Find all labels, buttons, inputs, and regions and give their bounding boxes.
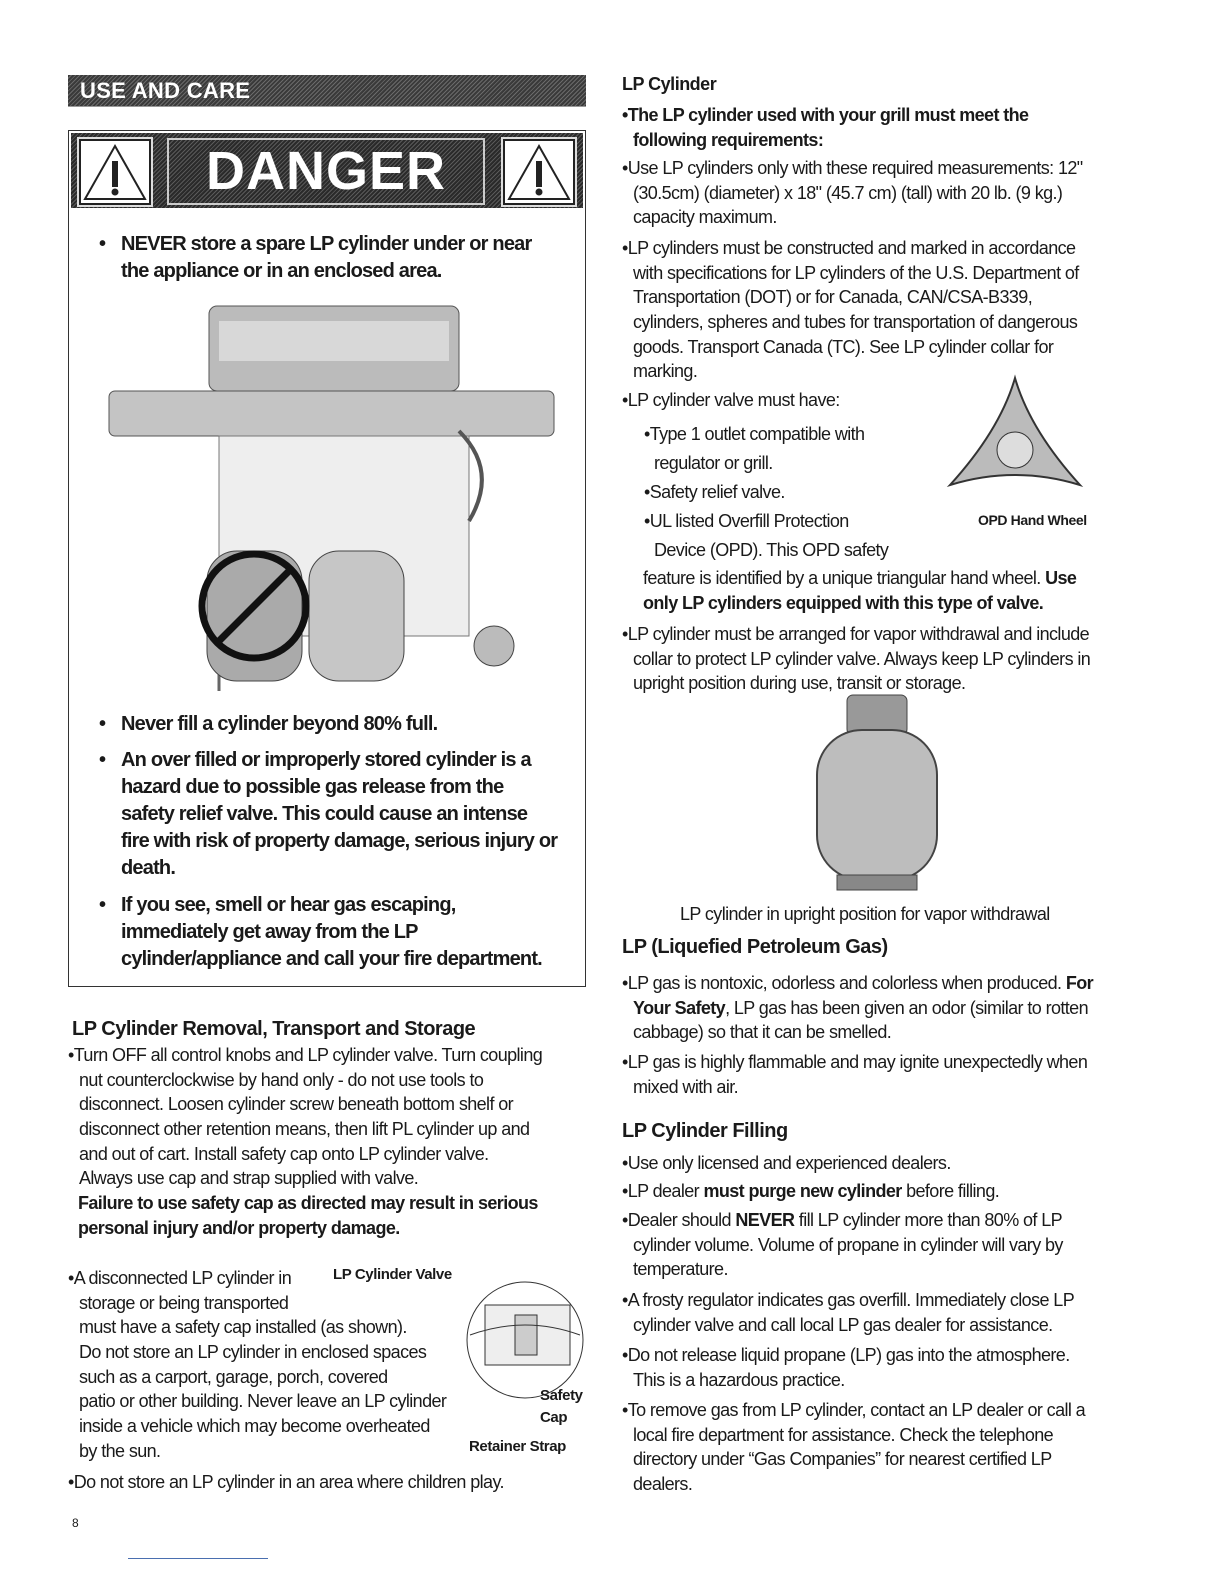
filling-purge [622, 1179, 999, 1204]
text: only LP cylinders equipped with this type of valve. [643, 592, 1044, 613]
text-line: such as a carport, garage, porch, covered [79, 1366, 388, 1387]
text-line: upright position during use, transit or storage. [633, 673, 966, 694]
text-line: goods. Transport Canada (TC). See LP cylinder collar for [633, 336, 1054, 357]
text-line: hazard due to possible gas release from the [121, 776, 504, 798]
cylinder-caption: LP cylinder in upright position for vapor withdrawal [680, 904, 1050, 924]
text-line: directory under “Gas Companies” for nearest certified LP [633, 1449, 1052, 1470]
req-size [622, 156, 1083, 230]
section-header [68, 75, 586, 107]
text-line: NEVER store a spare LP cylinder under or near [121, 233, 532, 255]
bullet: • [99, 713, 106, 735]
text-line: •To remove gas from LP cylinder, contact an LP dealer or call a [622, 1400, 1086, 1420]
bullet: • [99, 894, 106, 916]
text-line: •Turn OFF all control knobs and LP cylinder valve. Turn coupling [68, 1045, 543, 1065]
danger-bullet [99, 231, 532, 285]
text-line: •A frosty regulator indicates gas overfill. Immediately close LP [622, 1290, 1075, 1310]
text: NEVER [735, 1210, 795, 1230]
text-line: (30.5cm) (diameter) x 18" (45.7 cm) (tall) with 20 lb. (9 kg.) [633, 182, 1063, 203]
text-line: •Type 1 outlet compatible with [644, 424, 865, 444]
page-number: 8 [72, 1516, 79, 1530]
text-line: dealers. [633, 1474, 693, 1495]
bullet: • [99, 749, 106, 771]
text-line: •LP cylinders must be constructed and marked in accordance [622, 238, 1076, 258]
text: fill LP cylinder more than 80% of LP [794, 1210, 1063, 1230]
text: before filling. [901, 1181, 1000, 1201]
text-line: An over filled or improperly stored cylinder is a [121, 749, 531, 771]
text-line: Device (OPD). This OPD safety [654, 540, 889, 560]
text-line: the appliance or in an enclosed area. [121, 260, 442, 282]
text-line: storage or being transported [79, 1292, 289, 1313]
storage-paragraph [68, 1266, 446, 1464]
text-line: •LP cylinder must be arranged for vapor withdrawal and include [622, 624, 1090, 644]
children-note: •Do not store an LP cylinder in an area where children play. [68, 1472, 504, 1492]
danger-box [68, 130, 586, 987]
lp-cylinder-illustration [812, 690, 942, 895]
opd-label: OPD Hand Wheel [978, 512, 1087, 528]
label-safety-cap: Cap [540, 1409, 568, 1426]
text-line: Failure to use safety cap as directed may result in serious [78, 1193, 538, 1213]
text-line: This is a hazardous practice. [633, 1369, 845, 1390]
text-line: cylinders, spheres and tubes for transportation of dangerous [633, 312, 1078, 333]
text-line: Always use cap and strap supplied with valve. [79, 1168, 419, 1189]
text-line: •The LP cylinder used with your grill must meet the [622, 105, 1029, 125]
removal-paragraph [68, 1043, 542, 1191]
text-line: nut counterclockwise by hand only - do not use tools to [79, 1069, 484, 1090]
opd-hand-wheel-illustration [940, 370, 1090, 500]
lp-cylinder-heading: LP Cylinder [622, 74, 717, 94]
text-line: regulator or grill. [654, 453, 773, 473]
text-line: death. [121, 857, 176, 879]
danger-bullet [99, 747, 558, 882]
text: •Dealer should [622, 1210, 736, 1230]
text-line: immediately get away from the LP [121, 921, 418, 943]
text: must purge new cylinder [703, 1181, 902, 1201]
label-cylinder-valve: LP Cylinder Valve [333, 1266, 452, 1283]
text-line: with specifications for LP cylinders of the U.S. Department of [633, 262, 1079, 283]
text-line: must have a safety cap installed (as shown). [79, 1317, 407, 1338]
text-line: •Safety relief valve. [644, 482, 785, 502]
filling-never [622, 1208, 1063, 1282]
text-line: collar to protect LP cylinder valve. Always keep LP cylinders in [633, 648, 1091, 669]
filling-release [622, 1343, 1070, 1392]
removal-heading: LP Cylinder Removal, Transport and Storage [72, 1018, 476, 1040]
lp-gas-flammable [622, 1050, 1087, 1099]
text-line: and out of cart. Install safety cap onto LP cylinder valve. [79, 1143, 489, 1164]
opd-feature [643, 566, 1076, 615]
danger-bullet [99, 711, 438, 738]
text-line: temperature. [633, 1259, 728, 1280]
text: Use [1045, 568, 1077, 588]
text-line: •LP gas is highly flammable and may ignite unexpectedly when [622, 1052, 1088, 1072]
req-dot [622, 236, 1079, 384]
text-line: patio or other building. Never leave an LP cylinder [79, 1391, 447, 1412]
warning-triangle-icon [503, 139, 575, 205]
text-line: disconnect. Loosen cylinder screw beneath bottom shelf or [79, 1094, 514, 1115]
text-line: Do not store an LP cylinder in enclosed spaces [79, 1342, 427, 1363]
grill-illustration [99, 301, 559, 696]
label-safety-cap: Safety [540, 1387, 583, 1404]
text-line: inside a vehicle which may become overheated [79, 1416, 430, 1437]
text-line: cylinder volume. Volume of propane in cylinder will vary by [633, 1234, 1063, 1255]
req-vapor [622, 622, 1090, 696]
filling-dealers: •Use only licensed and experienced dealers. [622, 1153, 951, 1173]
requirements-intro [622, 103, 1028, 152]
lp-gas-paragraph [622, 971, 1093, 1045]
text-line: mixed with air. [633, 1076, 739, 1097]
text-line: Transportation (DOT) or for Canada, CAN/CSA-B339, [633, 287, 1033, 308]
text: For [1065, 973, 1094, 993]
text-line: local fire department for assistance. Check the telephone [633, 1424, 1054, 1445]
safety-cap-illustration [460, 1275, 590, 1405]
text-line: following requirements: [633, 129, 824, 150]
removal-warning [78, 1191, 538, 1240]
text-line: Never fill a cylinder beyond 80% full. [121, 713, 438, 735]
filling-heading: LP Cylinder Filling [622, 1120, 788, 1142]
text-line: marking. [633, 361, 698, 382]
section-header-text: USE AND CARE [80, 78, 251, 103]
danger-bullet [99, 892, 542, 973]
lp-gas-heading: LP (Liquefied Petroleum Gas) [622, 936, 888, 958]
danger-title: DANGER [167, 138, 485, 205]
text: cabbage) so that it can be smelled. [633, 1022, 892, 1043]
text-line: •Do not release liquid propane (LP) gas into the atmosphere. [622, 1345, 1070, 1365]
text-line: If you see, smell or hear gas escaping, [121, 894, 456, 916]
danger-banner [71, 133, 583, 208]
warning-triangle-icon [79, 139, 151, 205]
text-line: •Use LP cylinders only with these required measurements: 12" [622, 158, 1083, 178]
text-line: disconnect other retention means, then lift PL cylinder up and [79, 1119, 530, 1140]
text: , LP gas has been given an odor (similar to rotten [725, 997, 1088, 1018]
footer-line [128, 1558, 268, 1559]
text-line: •A disconnected LP cylinder in [68, 1268, 292, 1288]
text-line: by the sun. [79, 1440, 161, 1461]
text-line: fire with risk of property damage, serious injury or [121, 830, 558, 852]
text-line: •UL listed Overfill Protection [644, 511, 849, 531]
text-line: safety relief valve. This could cause an intense [121, 803, 528, 825]
label-retainer-strap: Retainer Strap [469, 1438, 566, 1455]
text-line: personal injury and/or property damage. [78, 1217, 400, 1238]
text: Your Safety [633, 997, 726, 1018]
bullet: • [99, 233, 106, 255]
text: •LP gas is nontoxic, odorless and colorless when produced. [622, 973, 1066, 993]
text-line: cylinder/appliance and call your fire department. [121, 948, 542, 970]
text-line: cylinder valve and call local LP gas dealer for assistance. [633, 1314, 1053, 1335]
text: feature is identified by a unique triangular hand wheel. [643, 568, 1046, 588]
req-valve: •LP cylinder valve must have: [622, 390, 840, 410]
filling-remove [622, 1398, 1085, 1497]
text-line: capacity maximum. [633, 207, 777, 228]
valve-features [622, 420, 888, 565]
filling-frosty [622, 1288, 1074, 1337]
text: •LP dealer [622, 1181, 704, 1201]
